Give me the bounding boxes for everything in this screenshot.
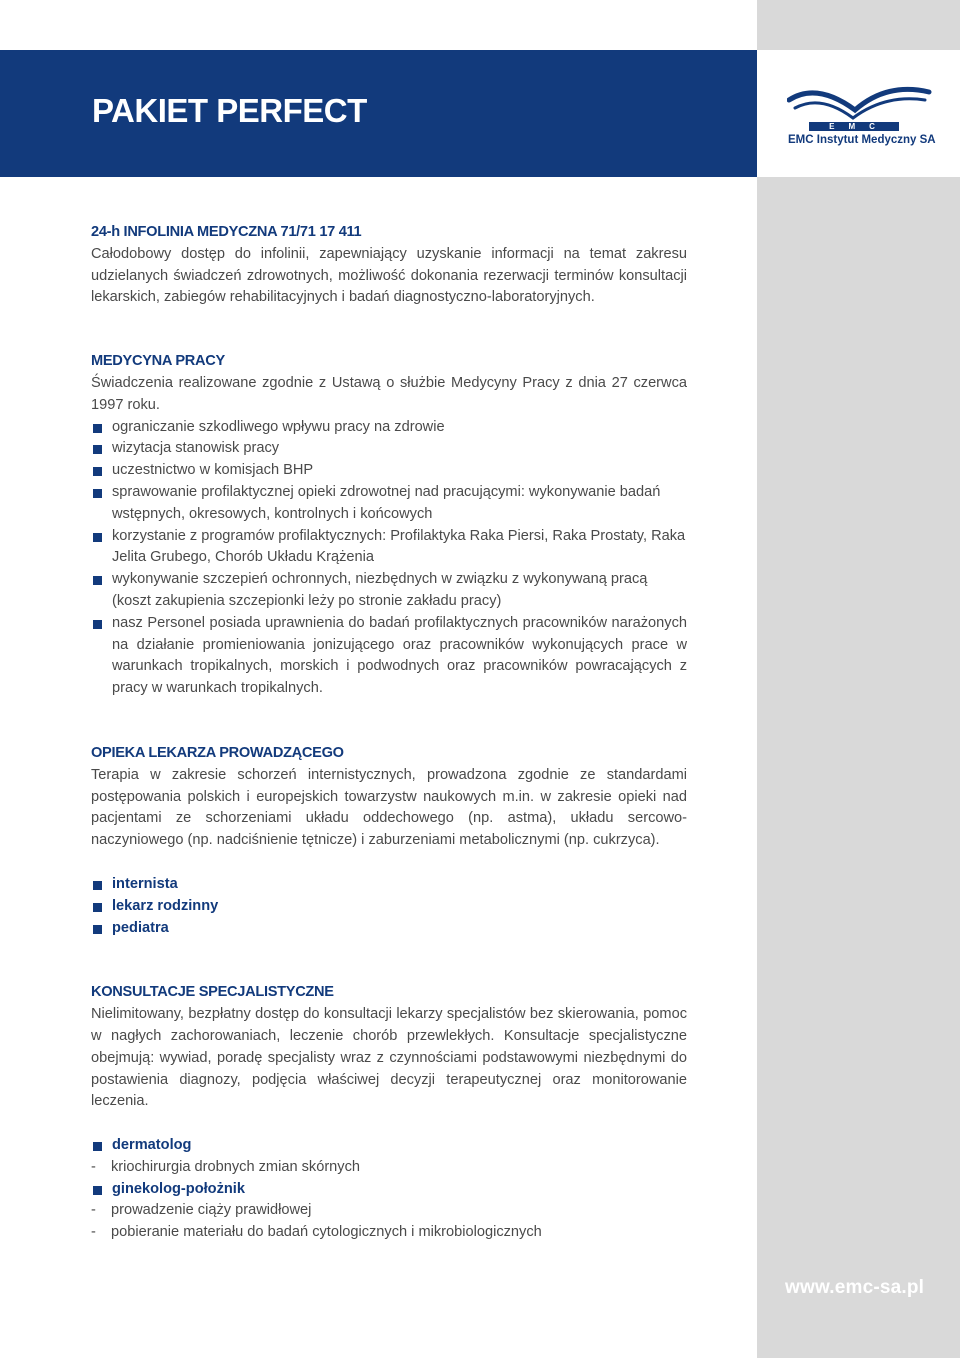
list-item: wykonywanie szczepień ochronnych, niezbędnych w związku z wykonywaną pracą (koszt zakupienia szczepionki leży po stronie zakładu pracy) — [91, 569, 687, 613]
square-bullet-icon — [93, 424, 102, 433]
list-item: internista — [91, 874, 687, 896]
list-item: korzystanie z programów profilaktycznych: Profilaktyka Raka Piersi, Raka Prostaty, Raka Jelita Grubego, Chorób Układu Krążenia — [91, 526, 687, 570]
doctor-type-list — [91, 874, 687, 939]
procedure-item: - kriochirurgia drobnych zmian skórnych — [91, 1158, 361, 1175]
bullet-list — [91, 417, 687, 700]
section-heading: MEDYCYNA PRACY — [91, 353, 225, 370]
list-item: uczestnictwo w komisjach BHP — [91, 460, 687, 482]
list-item: wizytacja stanowisk pracy — [91, 438, 687, 460]
section-medycyna-pracy — [91, 351, 687, 700]
header-banner — [0, 50, 757, 177]
main-content — [91, 222, 687, 1244]
square-bullet-icon — [93, 489, 102, 498]
section-text: Całodobowy dostęp do infolinii, zapewniający uzyskanie informacji na temat zakresu udzielanych świadczeń zdrowotnych, możliwość dokonania rezerwacji terminów konsultacji lekarskich, zabiegów rehabilitacyjnych i badań diagnostyczno-laboratoryjnych. — [91, 245, 687, 306]
square-bullet-icon — [93, 925, 102, 934]
procedure-item: - prowadzenie ciąży prawidłowej — [91, 1202, 312, 1219]
section-heading: 24-h INFOLINIA MEDYCZNA 71/71 17 411 — [91, 224, 362, 240]
section-text: Świadczenia realizowane zgodnie z Ustawą o służbie Medycyny Pracy z dnia 27 czerwca 1997 roku. — [91, 374, 687, 413]
right-sidebar — [757, 0, 960, 1358]
square-bullet-icon — [93, 1142, 102, 1151]
procedure-item: - pobieranie materiału do badań cytologicznych i mikrobiologicznych — [91, 1224, 542, 1241]
square-bullet-icon — [93, 903, 102, 912]
section-infolinia — [91, 222, 687, 309]
list-item: pediatra — [91, 918, 687, 940]
square-bullet-icon — [93, 533, 102, 542]
list-item: ograniczanie szkodliwego wpływu pracy na zdrowie — [91, 417, 687, 439]
logo-emc-bar: EMC — [809, 122, 899, 131]
website-link[interactable]: www.emc-sa.pl — [785, 1277, 925, 1298]
square-bullet-icon — [93, 467, 102, 476]
logo-company-name: EMC Instytut Medyczny SA — [788, 134, 936, 146]
specialist-item: dermatolog — [91, 1135, 687, 1157]
square-bullet-icon — [93, 445, 102, 454]
section-heading: OPIEKA LEKARZA PROWADZĄCEGO — [91, 744, 344, 761]
list-item: nasz Personel posiada uprawnienia do badań profilaktycznych pracowników narażonych na działanie promieniowania jonizującego oraz pracowników wykonujących prace w warunkach tropikalnych, morskich i podwodnych oraz pracowników powracających z pracy w warunkach tropikalnych. — [91, 613, 687, 700]
specialist-item: ginekolog-położnik — [91, 1179, 687, 1201]
bird-logo-icon — [787, 80, 932, 122]
company-logo — [757, 50, 960, 177]
section-text: Terapia w zakresie schorzeń internistycznych, prowadzona zgodnie ze standardami postępowania polskich i europejskich towarzystw naukowych m.in. w zakresie opieki nad pacjentami ze schorzeniami układu oddechowego (np. astma), układu sercowo-naczyniowego (np. nadciśnienie tętnicze) i zaburzeniami metabolicznymi (np. cukrzyca). — [91, 766, 687, 849]
section-konsultacje — [91, 982, 687, 1244]
square-bullet-icon — [93, 620, 102, 629]
section-text: Nielimitowany, bezpłatny dostęp do konsultacji lekarzy specjalistów bez skierowania, pomoc w nagłych zachorowaniach, leczenie chorób przewlekłych. Konsultacje specjalistyczne obejmują: wywiad, poradę specjalisty wraz z czynnościami podstawowymi niezbędnymi do postawienia diagnozy, podjęcia właściwej decyzji terapeutycznej oraz monitorowanie leczenia. — [91, 1006, 687, 1110]
section-heading: KONSULTACJE SPECJALISTYCZNE — [91, 984, 334, 1001]
page-title: PAKIET PERFECT — [92, 92, 367, 129]
list-item: lekarz rodzinny — [91, 896, 687, 918]
square-bullet-icon — [93, 881, 102, 890]
section-opieka — [91, 743, 687, 939]
list-item: sprawowanie profilaktycznej opieki zdrowotnej nad pracującymi: wykonywanie badań wstępnych, okresowych, kontrolnych i końcowych — [91, 482, 687, 526]
square-bullet-icon — [93, 576, 102, 585]
square-bullet-icon — [93, 1186, 102, 1195]
